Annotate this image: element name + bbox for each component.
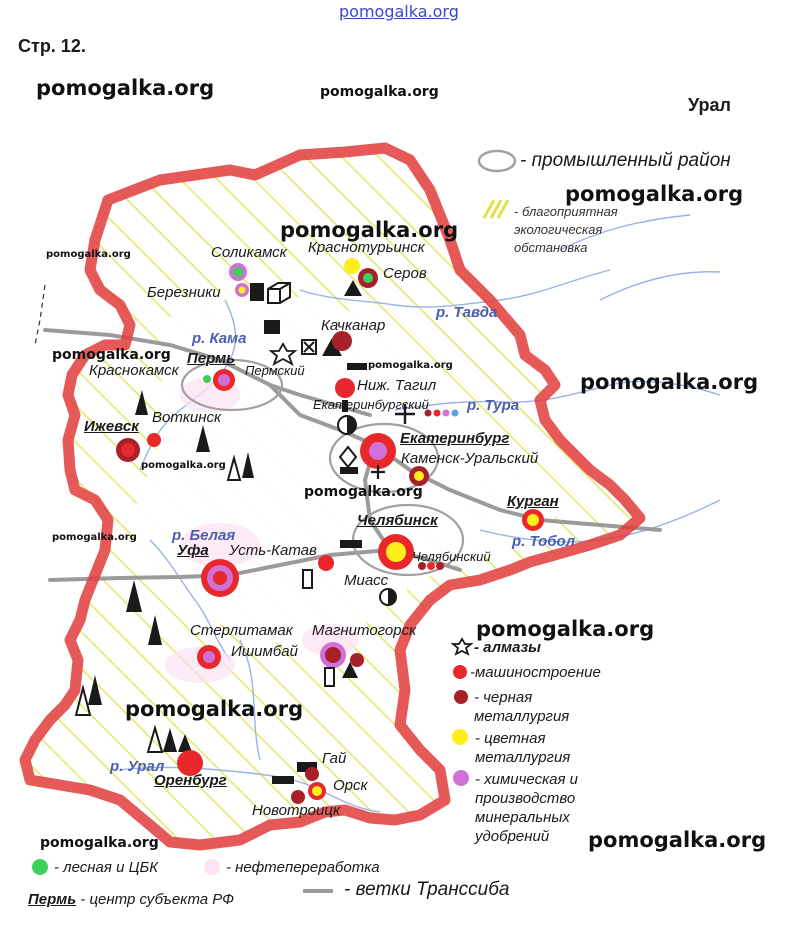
city-label-perm: Пермь [187,350,236,367]
chemical-icon [218,374,230,386]
ore-icon [264,320,280,334]
legend-capital-note: - центр субъекта РФ [76,891,235,908]
admin-boundary [35,285,45,345]
district-label-ekaterinburgsky: Екатеринбургский [313,397,429,412]
city-label-ekaterinburg: Екатеринбург [400,430,510,447]
page-label: Стр. 12. [18,36,86,56]
city-label-krasnoturinsk: Краснотурьинск [308,239,425,256]
district-label-chelyabinsky: Челябинский [412,549,491,564]
legend-capital-example: Пермь [28,891,77,908]
city-label-votkinsk: Воткинск [152,409,222,426]
river-label-ural: р. Урал [110,758,165,775]
legend-chemical-line: - химическая и [475,771,579,788]
legend-chemical [475,770,578,846]
legend-diamonds: - алмазы [474,639,541,656]
city-label-kamensk: Каменск-Уральский [401,450,539,467]
district-label-permsky: Пермский [245,363,305,378]
city-label-solikamsk: Соликамск [211,244,287,261]
legend-forest-icon [32,859,48,875]
map-title: Урал [688,95,731,115]
ferrous-icon [325,647,341,663]
city-label-ufa: Уфа [177,542,209,559]
legend-oil: - нефтепереработка [226,859,380,876]
nonferrous-icon [386,542,406,562]
legend-district-icon [479,151,515,171]
forest-icon [233,267,243,277]
legend-ferrous-line: металлургия [474,708,570,725]
machine-icon [335,378,355,398]
site-link[interactable]: pomogalka.org [339,2,459,21]
watermark: pomogalka.org [52,532,137,543]
watermark: pomogalka.org [40,835,159,851]
watermark: pomogalka.org [476,617,655,641]
city-label-berezniki: Березники [147,284,221,301]
river-label-kama: р. Кама [192,330,247,347]
nonferrous-icon [414,471,424,481]
legend-eco-favorable [514,203,618,257]
watermark: pomogalka.org [580,370,759,394]
city-label-novotroitsk: Новотроицк [252,802,341,819]
city-label-ishimbay: Ишимбай [231,643,298,660]
city-label-kachkanar: Качканар [321,317,386,334]
river-label-belaya: р. Белая [172,527,236,544]
legend-capital [28,890,234,909]
watermark: pomogalka.org [141,460,226,471]
city-label-nizh-tagil: Ниж. Тагил [357,377,437,394]
city-label-gay: Гай [322,750,347,767]
legend-nonferrous-line: металлургия [475,749,571,766]
city-label-serov: Серов [383,265,427,282]
watermark: pomogalka.org [304,484,423,500]
river-label-tura: р. Тура [467,397,520,414]
machine-icon [147,433,161,447]
city-label-miass: Миасс [344,572,389,589]
forest-icon [363,273,373,283]
city-label-sterlitamak: Стерлитамак [190,622,293,639]
watermark: pomogalka.org [565,182,744,206]
legend-ferrous-line: - черная [474,689,533,706]
nonferrous-icon [239,287,246,294]
nonferrous-icon [344,258,360,274]
city-label-ust-katav: Усть-Катав [229,542,317,559]
watermark: pomogalka.org [52,347,171,363]
river-label-tobol: р. Тобол [512,533,576,550]
city-label-izhevsk: Ижевск [84,418,139,435]
legend-machine-building: -машиностроение [470,664,601,681]
city-label-kurgan: Курган [507,493,559,510]
legend-diamond-icon [453,639,471,654]
legend-chemical-icon [453,770,469,786]
watermark: pomogalka.org [320,84,439,100]
watermark: pomogalka.org [125,697,304,721]
legend-oil-icon [204,859,220,875]
city-label-orsk: Орск [333,777,368,794]
legend-transsib: - ветки Транссиба [344,879,510,900]
watermark: pomogalka.org [46,249,131,260]
city-label-orenburg: Оренбург [154,772,227,789]
legend-ferrous [474,688,569,726]
machine-icon [121,443,135,457]
city-label-krasnokamsk: Краснокамск [89,362,179,379]
ferrous-icon [332,331,352,351]
ore-icon [347,363,367,370]
chemical-icon [203,651,215,663]
legend-eco-line: - благоприятная [514,204,618,219]
legend-nonferrous-icon [452,729,468,745]
watermark: pomogalka.org [36,76,215,100]
forest-icon [203,375,211,383]
watermark: pomogalka.org [368,360,453,371]
legend-ferrous-icon [454,690,468,704]
legend-eco-line: экологическая [514,222,603,237]
machine-icon [318,555,334,571]
legend-forest: - лесная и ЦБК [54,859,159,876]
legend-nonferrous-line: - цветная [475,730,546,747]
legend-chemical-line: удобрений [475,828,550,845]
watermark: pomogalka.org [588,828,767,852]
legend-nonferrous [475,729,570,767]
legend-machine-icon [453,665,467,679]
city-label-chelyabinsk: Челябинск [357,512,438,529]
legend-industrial-district: - промышленный район [520,150,731,171]
chemical-icon [369,442,387,460]
legend-chemical-line: производство [475,790,576,807]
river-label-tavda: р. Тавда [436,304,498,321]
city-label-magnitogorsk: Магнитогорск [312,622,417,639]
mineral-icon [250,283,264,301]
nonferrous-icon [527,514,539,526]
watermark: pomogalka.org [280,218,459,242]
legend-eco-line: обстановка [514,240,588,255]
legend-chemical-line: минеральных [475,809,570,826]
